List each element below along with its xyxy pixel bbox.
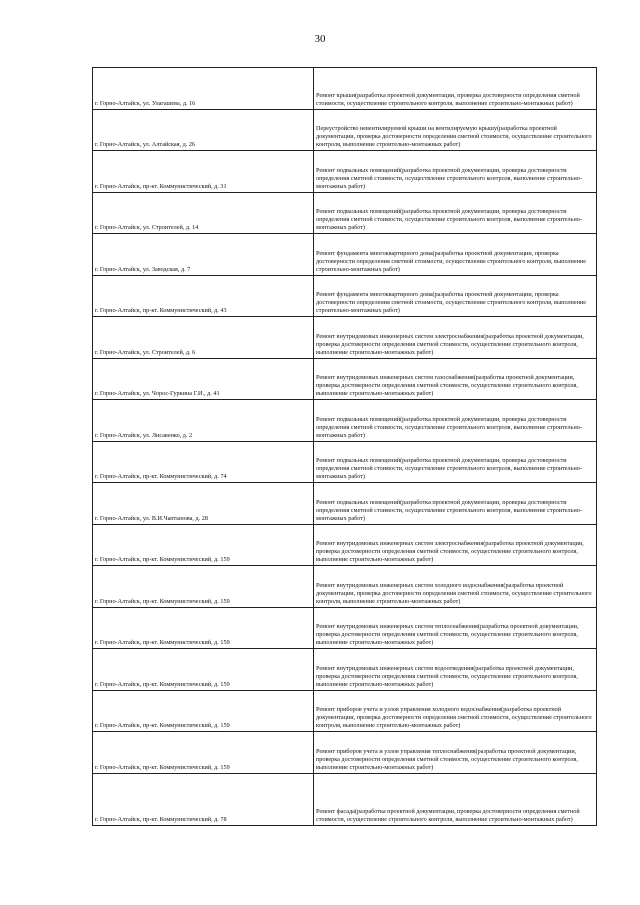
work-description-cell: Ремонт внутридомовых инженерных систем теплоснабжения(разработка проектной документации, проверка достоверности определения сметной стоимости, осуществление строительного контроля, выполнение строительно-монтажных работ)	[314, 607, 597, 649]
work-description-cell: Ремонт подвальных помещений(разработка проектной документации, проверка достоверности определения сметной стоимости, осуществление строительного контроля, выполнение строительно-монтажных работ)	[314, 400, 597, 442]
work-description-cell: Ремонт крыши(разработка проектной документации, проверка достоверности определения сметной стоимости, осуществление строительного контроля, выполнение строительно-монтажных работ)	[314, 68, 597, 110]
table-row	[93, 275, 597, 317]
table-row	[93, 192, 597, 234]
page-number: 30	[314, 33, 326, 45]
address-cell: г. Горно-Алтайск, ул. Чорос-Гуркина Г.И., д. 41	[93, 358, 314, 400]
table-row	[93, 607, 597, 649]
address-cell: г. Горно-Алтайск, ул. Строителей, д. 6	[93, 317, 314, 359]
address-cell: г. Горно-Алтайск, ул. Алтайская, д. 26	[93, 109, 314, 151]
address-cell: г. Горно-Алтайск, пр-кт. Коммунистический, д. 43	[93, 275, 314, 317]
work-description-cell: Ремонт внутридомовых инженерных систем электроснабжения(разработка проектной документации, проверка достоверности определения сметной стоимости, осуществление строительного контроля, выполнение строительно-монтажных работ)	[314, 317, 597, 359]
work-description-cell: Ремонт фундамента многоквартирного дома(разработка проектной документации, проверка достоверности определения сметной стоимости, осуществление строительного контроля, выполнение строительно-монтажных работ)	[314, 234, 597, 276]
work-description-cell: Ремонт внутридомовых инженерных систем газоснабжения(разработка проектной документации, проверка достоверности определения сметной стоимости, осуществление строительного контроля, выполнение строительно-монтажных работ)	[314, 358, 597, 400]
table-row	[93, 649, 597, 691]
address-cell: г. Горно-Алтайск, пр-кт. Коммунистический, д. 159	[93, 607, 314, 649]
address-cell: г. Горно-Алтайск, пр-кт. Коммунистический, д. 159	[93, 690, 314, 732]
table-row	[93, 151, 597, 193]
table-row	[93, 317, 597, 359]
table-row	[93, 690, 597, 732]
work-description-cell: Ремонт фасада(разработка проектной документации, проверка достоверности определения сметной стоимости, осуществление строительного контроля, выполнение строительно-монтажных работ)	[314, 773, 597, 825]
address-cell: г. Горно-Алтайск, пр-кт. Коммунистический, д. 159	[93, 649, 314, 691]
address-cell: г. Горно-Алтайск, ул. Строителей, д. 14	[93, 192, 314, 234]
address-cell: г. Горно-Алтайск, пр-кт. Коммунистический, д. 159	[93, 524, 314, 566]
address-cell: г. Горно-Алтайск, ул. В.И.Чаптынова, д. 28	[93, 483, 314, 525]
work-description-cell: Ремонт подвальных помещений(разработка проектной документации, проверка достоверности определения сметной стоимости, осуществление строительного контроля, выполнение строительно-монтажных работ)	[314, 441, 597, 483]
table-row	[93, 68, 597, 110]
table-row	[93, 400, 597, 442]
work-description-cell: Ремонт приборов учета и узлов управления холодного водоснабжения(разработка проектной документации, проверка достоверности определения сметной стоимости, осуществление строительного контроля, выполнение строительно-монтажных работ)	[314, 690, 597, 732]
address-cell: г. Горно-Алтайск, пр-кт. Коммунистический, д. 159	[93, 732, 314, 774]
address-cell: г. Горно-Алтайск, ул. Лисавенко, д. 2	[93, 400, 314, 442]
work-description-cell: Ремонт подвальных помещений(разработка проектной документации, проверка достоверности определения сметной стоимости, осуществление строительного контроля, выполнение строительно-монтажных работ)	[314, 192, 597, 234]
work-description-cell: Ремонт внутридомовых инженерных систем холодного водоснабжения(разработка проектной документации, проверка достоверности определения сметной стоимости, осуществление строительного контроля, выполнение строительно-монтажных работ)	[314, 566, 597, 608]
address-cell: г. Горно-Алтайск, ул. Улагашева, д. 16	[93, 68, 314, 110]
address-cell: г. Горно-Алтайск, пр-кт. Коммунистический, д. 31	[93, 151, 314, 193]
work-description-cell: Переустройство невентилируемой крыши на вентилируемую крышу(разработка проектной документации, проверка достоверности определения сметной стоимости, осуществление строительного контроля, выполнение строительно-монтажных работ)	[314, 109, 597, 151]
work-description-cell: Ремонт приборов учета и узлов управления теплоснабжения(разработка проектной документации, проверка достоверности определения сметной стоимости, осуществление строительного контроля, выполнение строительно-монтажных работ)	[314, 732, 597, 774]
address-cell: г. Горно-Алтайск, ул. Заводская, д. 7	[93, 234, 314, 276]
table-row	[93, 441, 597, 483]
work-description-cell: Ремонт подвальных помещений(разработка проектной документации, проверка достоверности определения сметной стоимости, осуществление строительного контроля, выполнение строительно-монтажных работ)	[314, 151, 597, 193]
address-cell: г. Горно-Алтайск, пр-кт. Коммунистический, д. 74	[93, 441, 314, 483]
address-cell: г. Горно-Алтайск, пр-кт. Коммунистический, д. 159	[93, 566, 314, 608]
table-row	[93, 358, 597, 400]
table-row	[93, 732, 597, 774]
work-description-cell: Ремонт внутридомовых инженерных систем электроснабжения(разработка проектной документации, проверка достоверности определения сметной стоимости, осуществление строительного контроля, выполнение строительно-монтажных работ)	[314, 524, 597, 566]
work-description-cell: Ремонт фундамента многоквартирного дома(разработка проектной документации, проверка достоверности определения сметной стоимости, осуществление строительного контроля, выполнение строительно-монтажных работ)	[314, 275, 597, 317]
work-description-cell: Ремонт подвальных помещений(разработка проектной документации, проверка достоверности определения сметной стоимости, осуществление строительного контроля, выполнение строительно-монтажных работ)	[314, 483, 597, 525]
work-description-cell: Ремонт внутридомовых инженерных систем водоотведения(разработка проектной документации, проверка достоверности определения сметной стоимости, осуществление строительного контроля, выполнение строительно-монтажных работ)	[314, 649, 597, 691]
table-row	[93, 483, 597, 525]
table-row	[93, 234, 597, 276]
address-cell: г. Горно-Алтайск, пр-кт. Коммунистический, д. 78	[93, 773, 314, 825]
table-row	[93, 773, 597, 825]
table-row	[93, 566, 597, 608]
works-table	[92, 67, 597, 826]
table-row	[93, 109, 597, 151]
table-row	[93, 524, 597, 566]
works-table-body	[93, 68, 597, 826]
